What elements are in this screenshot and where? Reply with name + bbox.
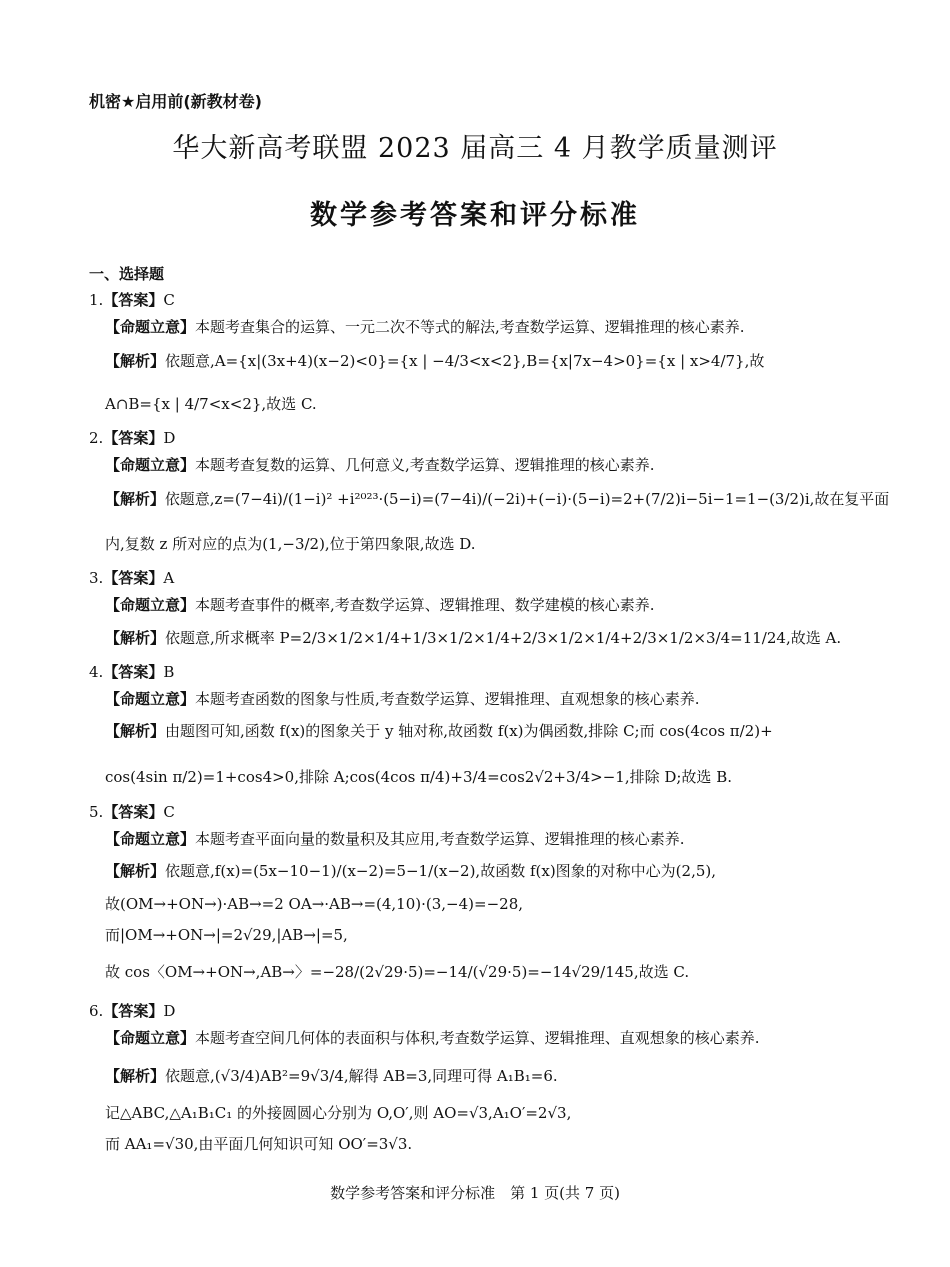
section-title: 一、选择题	[89, 265, 165, 283]
analysis-line: 【解析】依题意,z=(7−4i)/(1−i)² +i²⁰²³·(5−i)=(7−4i)/(−2i)+(−i)·(5−i)=2+(7/2)i−5i−1=1−(3/2)i,故在复平面	[105, 490, 890, 508]
analysis-line: 故 cos〈OM→+ON→,AB→〉=−28/(2√29·5)=−14/(√29·5)=−14√29/145,故选 C.	[105, 963, 690, 981]
analysis-line: 【解析】依题意,f(x)=(5x−10−1)/(x−2)=5−1/(x−2),故函数 f(x)图象的对称中心为(2,5),	[105, 862, 717, 880]
answer-line: 5.【答案】C	[89, 803, 175, 821]
answer-line: 1.【答案】C	[89, 291, 175, 309]
answer-line: 6.【答案】D	[89, 1002, 176, 1020]
analysis-line: cos(4sin π/2)=1+cos4>0,排除 A;cos(4cos π/4)+3/4=cos2√2+3/4>−1,排除 D;故选 B.	[105, 768, 732, 786]
analysis-line: A∩B={x | 4/7<x<2},故选 C.	[105, 395, 317, 413]
analysis-line: 内,复数 z 所对应的点为(1,−3/2),位于第四象限,故选 D.	[105, 535, 476, 553]
intent-line: 【命题立意】本题考查函数的图象与性质,考查数学运算、逻辑推理、直观想象的核心素养.	[105, 690, 700, 708]
intent-line: 【命题立意】本题考查事件的概率,考查数学运算、逻辑推理、数学建模的核心素养.	[105, 596, 655, 614]
intent-line: 【命题立意】本题考查复数的运算、几何意义,考查数学运算、逻辑推理的核心素养.	[105, 456, 655, 474]
analysis-line: 【解析】依题意,(√3/4)AB²=9√3/4,解得 AB=3,同理可得 A₁B₁=6.	[105, 1067, 558, 1085]
answer-line: 4.【答案】B	[89, 663, 175, 681]
answer-line: 2.【答案】D	[89, 429, 176, 447]
intent-line: 【命题立意】本题考查平面向量的数量积及其应用,考查数学运算、逻辑推理的核心素养.	[105, 830, 685, 848]
analysis-line: 记△ABC,△A₁B₁C₁ 的外接圆圆心分别为 O,O′,则 AO=√3,A₁O′=2√3,	[105, 1104, 572, 1122]
page-footer: 数学参考答案和评分标准 第 1 页(共 7 页)	[330, 1184, 620, 1202]
analysis-line: 而|OM→+ON→|=2√29,|AB→|=5,	[105, 926, 348, 944]
intent-line: 【命题立意】本题考查集合的运算、一元二次不等式的解法,考查数学运算、逻辑推理的核心素养.	[105, 318, 745, 336]
analysis-line: 【解析】依题意,所求概率 P=2/3×1/2×1/4+1/3×1/2×1/4+2/3×1/2×1/4+2/3×1/2×3/4=11/24,故选 A.	[105, 629, 842, 647]
intent-line: 【命题立意】本题考查空间几何体的表面积与体积,考查数学运算、逻辑推理、直观想象的核心素养.	[105, 1029, 760, 1047]
analysis-line: 【解析】依题意,A={x|(3x+4)(x−2)<0}={x | −4/3<x<2},B={x|7x−4>0}={x | x>4/7},故	[105, 352, 765, 370]
analysis-line: 【解析】由题图可知,函数 f(x)的图象关于 y 轴对称,故函数 f(x)为偶函数,排除 C;而 cos(4cos π/2)+	[105, 722, 773, 740]
analysis-line: 而 AA₁=√30,由平面几何知识可知 OO′=3√3.	[105, 1135, 413, 1153]
answer-key-title: 数学参考答案和评分标准	[310, 200, 640, 231]
secret-label: 机密★启用前(新教材卷)	[89, 92, 262, 111]
analysis-line: 故(OM→+ON→)·AB→=2 OA→·AB→=(4,10)·(3,−4)=−28,	[105, 895, 524, 913]
answer-line: 3.【答案】A	[89, 569, 175, 587]
exam-title: 华大新高考联盟 2023 届高三 4 月教学质量测评	[172, 133, 778, 164]
